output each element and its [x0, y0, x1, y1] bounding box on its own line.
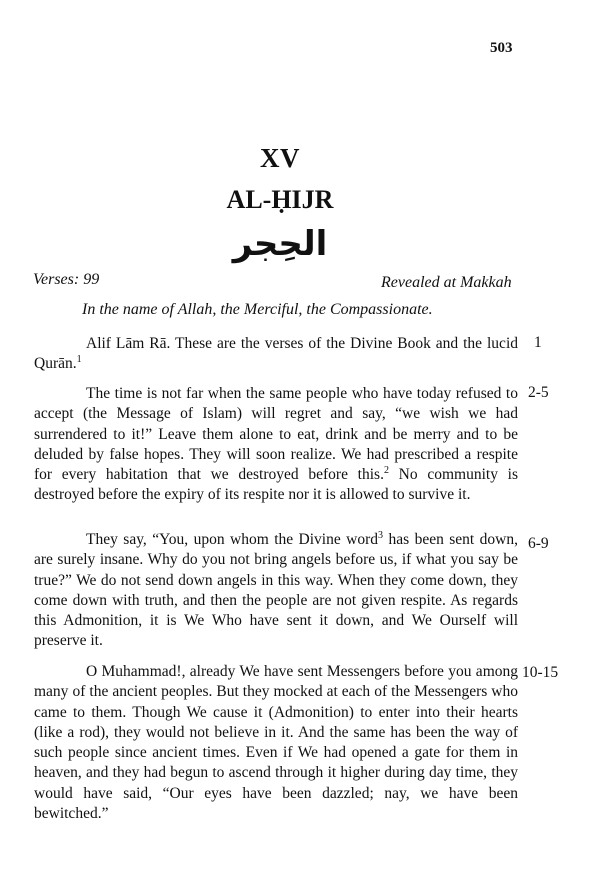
verse-paragraph — [34, 384, 518, 506]
arabic-surah-title: الحِجر — [232, 224, 328, 264]
footnote-marker: 1 — [76, 354, 82, 366]
verse-text: They say, “You, upon whom the Divine word — [86, 531, 379, 548]
verse-text-tail: No community is destroyed before the expiry of its respite nor it is allowed to survive it. — [34, 466, 519, 504]
verses-count: Verses: 99 — [33, 271, 100, 288]
verse-text: Alif Lām Rā. These are the verses of the Divine Book and the lucid Qurān. — [34, 335, 518, 373]
verse-text: O Muhammad!, already We have sent Messengers before you among many of the ancient peoples. But they mocked at each of the Messengers who came to them. Though We cause it (Admonition) to enter into their hearts (like a rod), they would not believe in it. And the same has been the way of such people since ancient times. Even if We had opened a gate for them in heaven, and they had begun to ascend through it higher during day time, they would have said, “Our eyes have been dazzled; nay, we have been bewitched.” — [34, 663, 518, 823]
verse-range: 10-15 — [522, 664, 559, 681]
verse-paragraph — [34, 334, 518, 375]
surah-title: AL-ḤIJR — [226, 185, 334, 214]
bismillah: In the name of Allah, the Merciful, the Compassionate. — [82, 301, 433, 318]
verse-range: 2-5 — [528, 384, 549, 401]
surah-number: XV — [260, 143, 300, 173]
page-number: 503 — [490, 40, 513, 56]
verse-paragraph — [34, 530, 518, 652]
footnote-marker: 3 — [378, 529, 384, 541]
verse-range: 1 — [534, 334, 542, 351]
revelation-place: Revealed at Makkah — [381, 274, 512, 291]
verse-text-tail: has been sent down, are surely insane. Why do you not bring angels before us, if what you say be true?” We do not send down angels in this way. When they come down, they come down with truth, and then the people are not given respite. As regards this Admonition, it is We Who have sent it down, and We Ourself will preserve it. — [34, 531, 518, 650]
footnote-marker: 2 — [383, 465, 389, 477]
verse-range: 6-9 — [528, 535, 549, 552]
verse-paragraph — [34, 662, 518, 824]
verse-text: The time is not far when the same people who have today refused to accept (the Message of Islam) will regret and say, “we wish we had surrendered to it!” Leave them alone to eat, drink and be merry and to be deluded by false hopes. They will soon realize. We had prescribed a respite for every habitation that we destroyed before this. — [34, 385, 518, 484]
